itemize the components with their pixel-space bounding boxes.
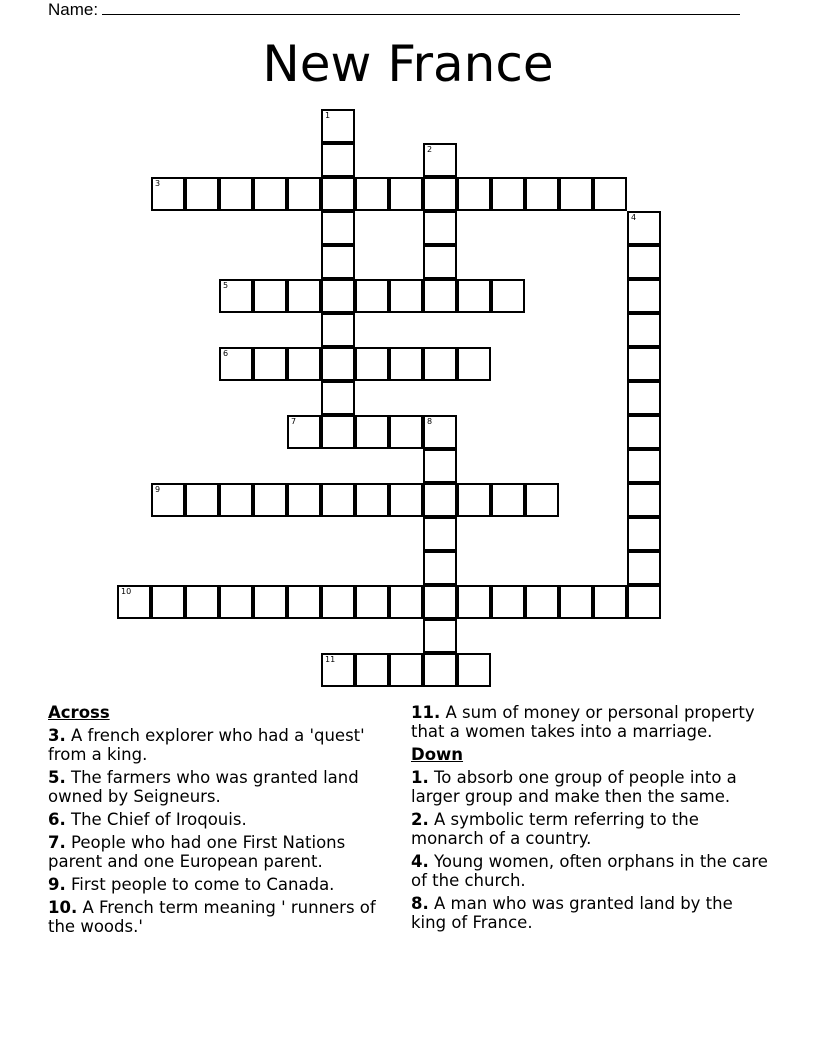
grid-cell[interactable] bbox=[627, 381, 661, 415]
grid-cell[interactable] bbox=[423, 245, 457, 279]
grid-cell[interactable] bbox=[627, 313, 661, 347]
clue-number-label: 10 bbox=[121, 587, 132, 596]
grid-cell[interactable] bbox=[491, 585, 525, 619]
clue-number-label: 4 bbox=[631, 213, 637, 222]
grid-cell[interactable] bbox=[321, 143, 355, 177]
grid-cell[interactable] bbox=[355, 177, 389, 211]
grid-cell[interactable] bbox=[321, 415, 355, 449]
clue-across-6: 6. The Chief of Iroqouis. bbox=[48, 810, 247, 829]
clue-number-label: 8 bbox=[427, 417, 433, 426]
grid-cell[interactable] bbox=[423, 279, 457, 313]
grid-cell[interactable] bbox=[423, 585, 457, 619]
clue-number-label: 9 bbox=[155, 485, 161, 494]
grid-cell[interactable] bbox=[423, 177, 457, 211]
grid-cell[interactable] bbox=[423, 211, 457, 245]
grid-cell[interactable] bbox=[457, 585, 491, 619]
grid-cell[interactable] bbox=[423, 517, 457, 551]
grid-cell[interactable] bbox=[321, 313, 355, 347]
grid-cell[interactable] bbox=[627, 415, 661, 449]
grid-cell[interactable] bbox=[491, 483, 525, 517]
grid-cell[interactable] bbox=[253, 177, 287, 211]
grid-cell[interactable] bbox=[321, 177, 355, 211]
grid-cell[interactable] bbox=[389, 585, 423, 619]
grid-cell[interactable] bbox=[491, 177, 525, 211]
clue-number-label: 11 bbox=[325, 655, 336, 664]
grid-cell[interactable] bbox=[219, 279, 253, 313]
grid-cell[interactable] bbox=[593, 177, 627, 211]
grid-cell[interactable] bbox=[321, 347, 355, 381]
grid-cell[interactable] bbox=[287, 415, 321, 449]
page-title: New France bbox=[262, 35, 554, 93]
grid-cell[interactable] bbox=[627, 279, 661, 313]
grid-cell[interactable] bbox=[627, 517, 661, 551]
grid-cell[interactable] bbox=[321, 585, 355, 619]
grid-cell[interactable] bbox=[457, 279, 491, 313]
grid-cell[interactable] bbox=[559, 585, 593, 619]
grid-cell[interactable] bbox=[457, 653, 491, 687]
name-label: Name: bbox=[48, 0, 99, 19]
grid-cell[interactable] bbox=[117, 585, 151, 619]
clue-across-10: 10. A French term meaning ' runners of the woods.' bbox=[48, 898, 376, 936]
grid-cell[interactable] bbox=[423, 143, 457, 177]
grid-cell[interactable] bbox=[389, 279, 423, 313]
grid-cell[interactable] bbox=[185, 483, 219, 517]
grid-cell[interactable] bbox=[219, 177, 253, 211]
clues-right-column bbox=[411, 703, 771, 936]
grid-cell[interactable] bbox=[321, 109, 355, 143]
grid-cell[interactable] bbox=[627, 551, 661, 585]
grid-cell[interactable] bbox=[389, 177, 423, 211]
grid-cell[interactable] bbox=[423, 551, 457, 585]
grid-cell[interactable] bbox=[593, 585, 627, 619]
grid-cell[interactable] bbox=[219, 585, 253, 619]
clue-number-label: 7 bbox=[291, 417, 297, 426]
grid-cell[interactable] bbox=[219, 347, 253, 381]
grid-cell[interactable] bbox=[321, 381, 355, 415]
grid-cell[interactable] bbox=[627, 449, 661, 483]
grid-cell[interactable] bbox=[355, 347, 389, 381]
across-heading: Across bbox=[48, 703, 110, 722]
grid-cell[interactable] bbox=[253, 483, 287, 517]
grid-cell[interactable] bbox=[423, 619, 457, 653]
grid-cell[interactable] bbox=[287, 177, 321, 211]
grid-cell[interactable] bbox=[627, 585, 661, 619]
grid-cell[interactable] bbox=[423, 449, 457, 483]
clue-across-9: 9. First people to come to Canada. bbox=[48, 875, 335, 894]
grid-cell[interactable] bbox=[151, 585, 185, 619]
grid-cell[interactable] bbox=[355, 279, 389, 313]
grid-cell[interactable] bbox=[525, 483, 559, 517]
clue-down-2: 2. A symbolic term referring to the monarch of a country. bbox=[411, 810, 699, 848]
grid-cell[interactable] bbox=[355, 653, 389, 687]
clue-number-label: 3 bbox=[155, 179, 161, 188]
clue-number-label: 5 bbox=[223, 281, 229, 290]
grid-cell[interactable] bbox=[321, 211, 355, 245]
grid-cell[interactable] bbox=[457, 177, 491, 211]
clue-across-7: 7. People who had one First Nations parent and one European parent. bbox=[48, 833, 346, 871]
clue-across-11: 11. A sum of money or personal property that a women takes into a marriage. bbox=[411, 703, 755, 741]
clue-down-8: 8. A man who was granted land by the king of France. bbox=[411, 894, 733, 932]
grid-cell[interactable] bbox=[253, 279, 287, 313]
grid-cell[interactable] bbox=[423, 653, 457, 687]
grid-cell[interactable] bbox=[457, 347, 491, 381]
grid-cell[interactable] bbox=[389, 653, 423, 687]
grid-cell[interactable] bbox=[627, 347, 661, 381]
grid-cell[interactable] bbox=[627, 245, 661, 279]
grid-cell[interactable] bbox=[525, 585, 559, 619]
clue-number-label: 1 bbox=[325, 111, 331, 120]
down-heading: Down bbox=[411, 745, 464, 764]
grid-cell[interactable] bbox=[627, 483, 661, 517]
grid-cell[interactable] bbox=[253, 347, 287, 381]
clue-down-4: 4. Young women, often orphans in the care of the church. bbox=[411, 852, 768, 890]
grid-cell[interactable] bbox=[355, 585, 389, 619]
grid-cell[interactable] bbox=[151, 483, 185, 517]
grid-cell[interactable] bbox=[287, 347, 321, 381]
grid-cell[interactable] bbox=[627, 211, 661, 245]
grid-cell[interactable] bbox=[219, 483, 253, 517]
grid-cell[interactable] bbox=[321, 279, 355, 313]
grid-cell[interactable] bbox=[355, 415, 389, 449]
grid-cell[interactable] bbox=[491, 279, 525, 313]
grid-cell[interactable] bbox=[287, 279, 321, 313]
grid-cell[interactable] bbox=[321, 245, 355, 279]
grid-cell[interactable] bbox=[389, 483, 423, 517]
clue-across-3: 3. A french explorer who had a 'quest' from a king. bbox=[48, 726, 365, 764]
clue-across-5: 5. The farmers who was granted land owned by Seigneurs. bbox=[48, 768, 359, 806]
grid-cell[interactable] bbox=[423, 415, 457, 449]
grid-cell[interactable] bbox=[525, 177, 559, 211]
grid-cell[interactable] bbox=[287, 483, 321, 517]
grid-cell[interactable] bbox=[389, 415, 423, 449]
clue-number-label: 2 bbox=[427, 145, 433, 154]
grid-cell[interactable] bbox=[389, 347, 423, 381]
grid-cell[interactable] bbox=[423, 483, 457, 517]
grid-cell[interactable] bbox=[151, 177, 185, 211]
clue-number-label: 6 bbox=[223, 349, 229, 358]
clues-left-column bbox=[48, 703, 400, 940]
grid-cell[interactable] bbox=[287, 585, 321, 619]
grid-cell[interactable] bbox=[355, 483, 389, 517]
grid-cell[interactable] bbox=[253, 585, 287, 619]
grid-cell[interactable] bbox=[321, 653, 355, 687]
grid-cell[interactable] bbox=[559, 177, 593, 211]
grid-cell[interactable] bbox=[457, 483, 491, 517]
grid-cell[interactable] bbox=[321, 483, 355, 517]
grid-cell[interactable] bbox=[423, 347, 457, 381]
clue-down-1: 1. To absorb one group of people into a larger group and make then the same. bbox=[411, 768, 737, 806]
grid-cell[interactable] bbox=[185, 585, 219, 619]
grid-cell[interactable] bbox=[185, 177, 219, 211]
